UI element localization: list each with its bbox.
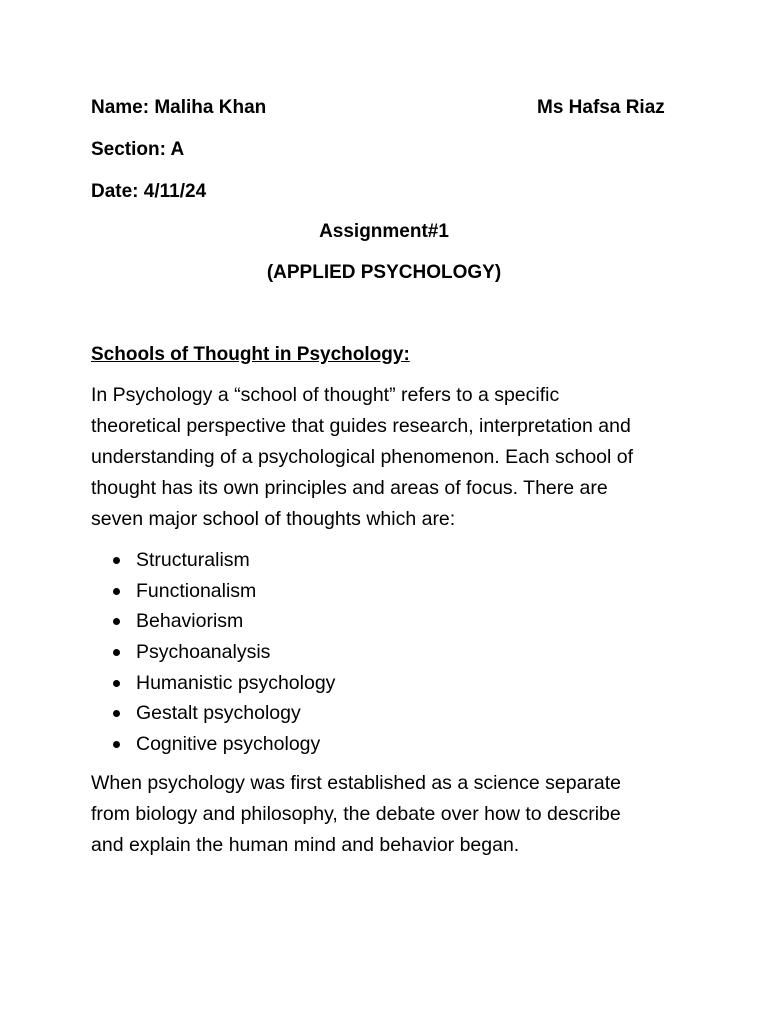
section-heading: Schools of Thought in Psychology: [91, 344, 410, 365]
student-name: Name: Maliha Khan [91, 97, 267, 118]
bullet-icon [113, 741, 120, 748]
bullet-icon [113, 680, 120, 687]
closing-paragraph [91, 768, 691, 861]
bullet-icon [113, 618, 120, 625]
intro-line: understanding of a psychological phenomenon. Each school of [91, 446, 634, 468]
intro-line: thought has its own principles and areas of focus. There are [91, 477, 608, 499]
list-item-text: Behaviorism [136, 610, 244, 633]
bullet-icon [113, 588, 120, 595]
closing-line: from biology and philosophy, the debate over how to describe [91, 803, 621, 825]
closing-line: and explain the human mind and behavior began. [91, 834, 520, 856]
intro-line: In Psychology a “school of thought” refers to a specific [91, 384, 560, 406]
bullet-icon [113, 710, 120, 717]
list-item [91, 545, 335, 576]
schools-list [91, 545, 335, 760]
list-item-text: Psychoanalysis [136, 641, 271, 664]
list-item [91, 606, 335, 637]
list-item [91, 576, 335, 607]
intro-line: seven major school of thoughts which are: [91, 508, 456, 530]
date-label: Date: 4/11/24 [91, 181, 207, 202]
list-item [91, 698, 335, 729]
intro-paragraph [91, 380, 691, 535]
list-item [91, 729, 335, 760]
list-item-text: Gestalt psychology [136, 702, 301, 725]
subject-title: (APPLIED PSYCHOLOGY) [266, 262, 502, 283]
assignment-title: Assignment#1 [319, 221, 449, 242]
list-item-text: Functionalism [136, 579, 257, 602]
bullet-icon [113, 557, 120, 564]
teacher-name: Ms Hafsa Riaz [537, 97, 665, 118]
list-item-text: Structuralism [136, 549, 250, 571]
bullet-icon [113, 649, 120, 656]
list-item-text: Humanistic psychology [136, 671, 336, 694]
list-item [91, 637, 335, 668]
intro-line: theoretical perspective that guides research, interpretation and [91, 415, 631, 437]
list-item-text: Cognitive psychology [136, 733, 321, 756]
closing-line: When psychology was first established as a science separate [91, 772, 622, 794]
section-label: Section: A [91, 139, 185, 160]
list-item [91, 668, 335, 699]
